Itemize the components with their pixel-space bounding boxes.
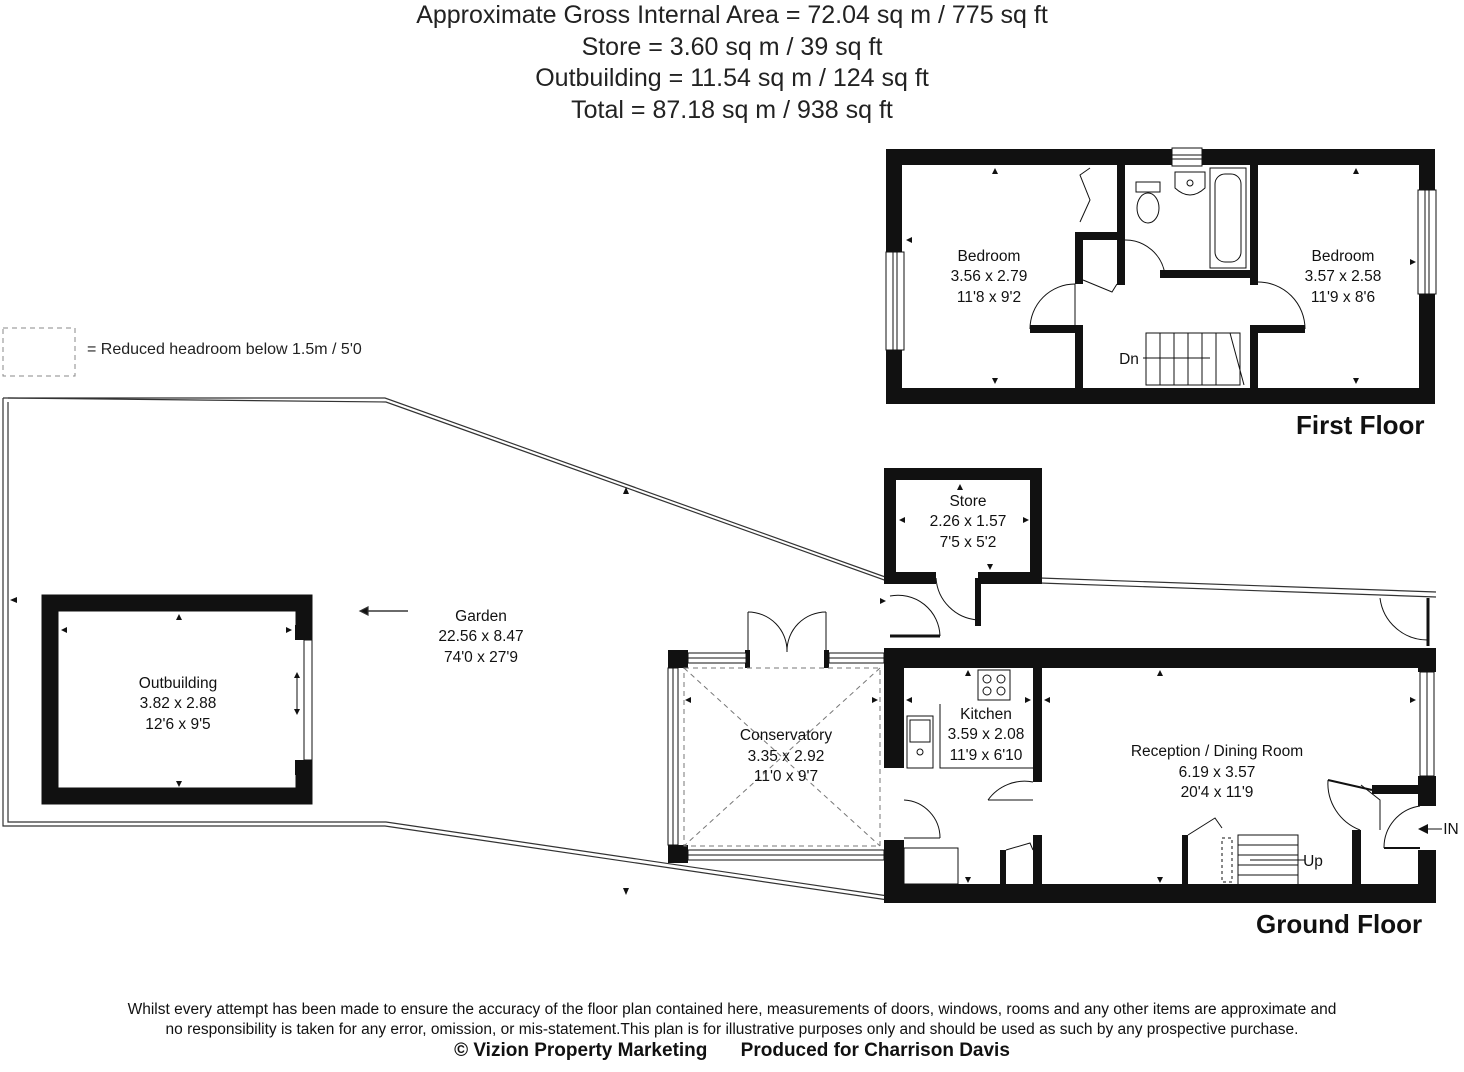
room-label-kitchen (948, 706, 1025, 764)
svg-text:2.26 x 1.57: 2.26 x 1.57 (929, 513, 1007, 530)
outbuilding-area: Outbuilding = 11.54 sq m / 124 sq ft (535, 64, 929, 92)
stairs-down-label: Dn (1119, 351, 1139, 368)
room-label-reception (1131, 743, 1303, 801)
svg-text:Reception / Dining Room: Reception / Dining Room (1130, 743, 1304, 760)
svg-text:3.56 x 2.79: 3.56 x 2.79 (950, 268, 1028, 285)
svg-text:Outbuilding: Outbuilding (138, 675, 218, 692)
svg-text:Garden: Garden (455, 608, 507, 625)
svg-text:11'0 x 9'7: 11'0 x 9'7 (753, 768, 819, 785)
svg-text:3.57 x 2.58: 3.57 x 2.58 (1304, 268, 1382, 285)
disclaimer-line-2: no responsibility is taken for any error, omission, or mis-statement.This plan is for illustrative purposes only and should be used as such by any prospective purchase. (165, 1021, 1299, 1038)
first-floor-title: First Floor (1296, 410, 1425, 440)
room-label-garden (438, 608, 523, 666)
gross-internal-area: Approximate Gross Internal Area = 72.04 sq m / 775 sq ft (416, 1, 1048, 29)
credits (0, 1040, 1464, 1062)
store-area: Store = 3.60 sq m / 39 sq ft (581, 32, 883, 61)
reduced-headroom-swatch (3, 328, 75, 376)
entrance-label: IN (1443, 821, 1459, 838)
svg-text:Store: Store (949, 493, 987, 510)
total-area: Total = 87.18 sq m / 938 sq ft (571, 95, 893, 124)
svg-text:Bedroom: Bedroom (957, 248, 1021, 265)
svg-text:Bedroom: Bedroom (1311, 248, 1375, 265)
svg-text:3.59 x 2.08: 3.59 x 2.08 (947, 726, 1025, 743)
svg-text:11'8 x 9'2: 11'8 x 9'2 (956, 289, 1022, 306)
room-label-outbuilding (139, 675, 217, 733)
svg-text:20'4 x 11'9: 20'4 x 11'9 (1180, 784, 1254, 801)
room-label-store (930, 493, 1007, 551)
room-label-bedroom-2 (1305, 248, 1382, 306)
stairs-up-label: Up (1303, 853, 1323, 870)
svg-text:11'9 x 8'6: 11'9 x 8'6 (1310, 289, 1376, 306)
room-label-bedroom-1 (951, 248, 1028, 306)
svg-text:11'9 x 6'10: 11'9 x 6'10 (949, 747, 1023, 764)
svg-text:3.35 x 2.92: 3.35 x 2.92 (747, 748, 825, 765)
ground-floor-title: Ground Floor (1256, 909, 1423, 939)
legend-text: = Reduced headroom below 1.5m / 5'0 (87, 341, 362, 358)
svg-text:22.56 x 8.47: 22.56 x 8.47 (438, 628, 524, 645)
svg-text:7'5 x 5'2: 7'5 x 5'2 (939, 534, 997, 551)
svg-text:74'0 x 27'9: 74'0 x 27'9 (443, 649, 519, 666)
room-label-conservatory (740, 727, 832, 785)
svg-text:3.82 x 2.88: 3.82 x 2.88 (139, 695, 217, 712)
svg-text:Kitchen: Kitchen (960, 706, 1012, 723)
produced-for-credit: Produced for Charrison Davis (740, 1040, 1010, 1061)
svg-text:Conservatory: Conservatory (739, 727, 833, 744)
company-credit: © Vizion Property Marketing (454, 1040, 708, 1061)
ground-floor-plan (884, 648, 1442, 903)
disclaimer (0, 1000, 1464, 1040)
disclaimer-line-1: Whilst every attempt has been made to ensure the accuracy of the floor plan contained here, measurements of doors, windows, rooms and any other items are approximate and (127, 1001, 1337, 1018)
svg-text:6.19 x 3.57: 6.19 x 3.57 (1178, 764, 1256, 781)
svg-text:12'6 x 9'5: 12'6 x 9'5 (145, 716, 211, 733)
